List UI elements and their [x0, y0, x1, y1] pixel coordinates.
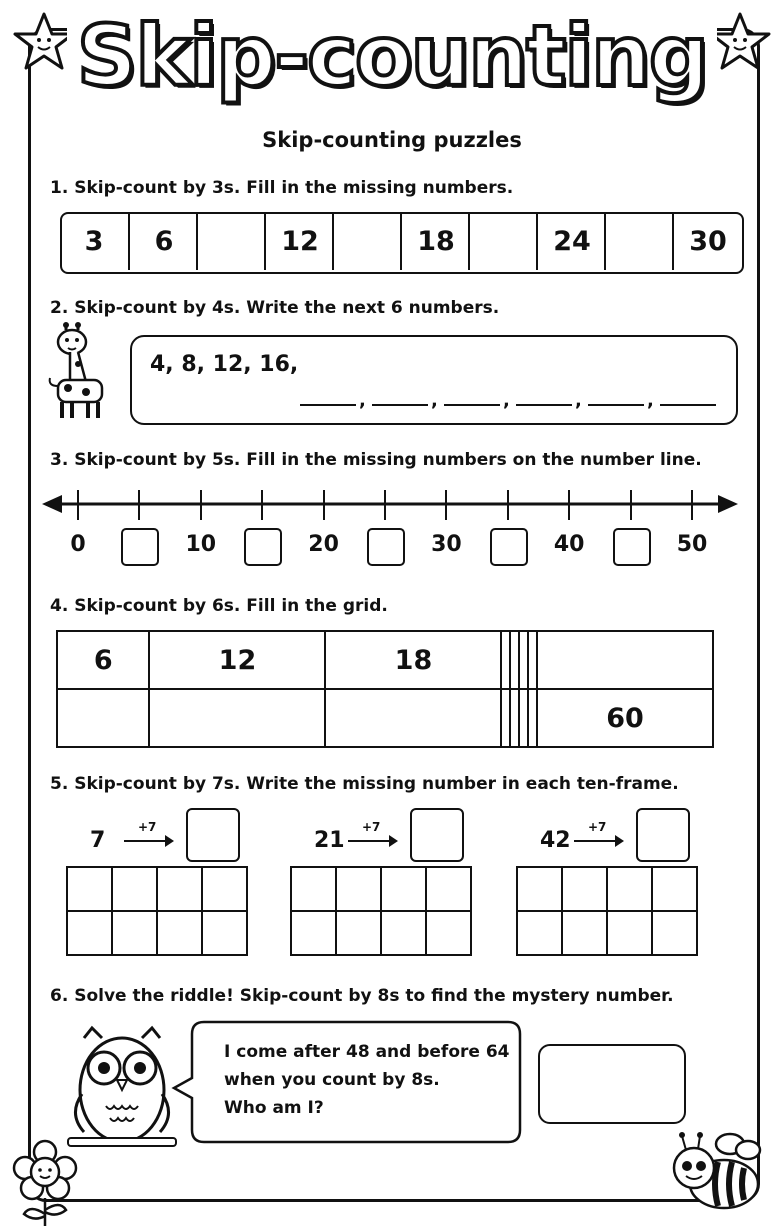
- riddle-line: I come after 48 and before 64: [224, 1042, 510, 1062]
- ten-frame-cell: [336, 911, 381, 955]
- bee-icon: [668, 1126, 768, 1216]
- ten-frame-cell: [336, 867, 381, 911]
- giraffe-icon: [44, 322, 110, 422]
- arrow-right-icon: [348, 840, 396, 842]
- ten-frame-cell: [157, 911, 202, 955]
- page-title: Skip-counting: [67, 14, 717, 98]
- number-line: [40, 490, 740, 520]
- q2-comma: ,: [431, 390, 438, 411]
- step-label: +7: [362, 820, 381, 834]
- ten-frame-cell: [517, 911, 562, 955]
- number-line-tick: [384, 490, 386, 520]
- number-line-tick: [507, 490, 509, 520]
- ten-frame-cell: [291, 867, 336, 911]
- ten-frame-cell: [562, 911, 607, 955]
- ten-frame-answer-box[interactable]: [636, 808, 690, 862]
- question-1-prompt: 1. Skip-count by 3s. Fill in the missing numbers.: [50, 178, 514, 198]
- q4-number-cell: 18: [325, 631, 501, 689]
- ten-frame-cell: [607, 911, 652, 955]
- number-line-answer-box[interactable]: [490, 528, 528, 566]
- q1-blank-cell[interactable]: [604, 212, 674, 270]
- q1-number-cell: 6: [128, 212, 198, 270]
- q4-blank-cell[interactable]: [510, 689, 519, 747]
- ten-frame: [516, 866, 698, 956]
- number-line-tick: [630, 490, 632, 520]
- q4-number-cell: 60: [537, 689, 713, 747]
- number-line-label: 20: [308, 532, 339, 557]
- ten-frame-start-number: 42: [540, 828, 571, 853]
- ten-frame-cell: [202, 867, 247, 911]
- number-line-answer-box[interactable]: [244, 528, 282, 566]
- q4-grid: [56, 630, 714, 748]
- question-3-prompt: 3. Skip-count by 5s. Fill in the missing numbers on the number line.: [50, 450, 702, 470]
- q2-answer-box: [130, 335, 738, 425]
- number-line-label: 10: [185, 532, 217, 557]
- ten-frame-cell: [426, 867, 471, 911]
- ten-frame-cell: [652, 867, 697, 911]
- number-line-tick: [138, 490, 140, 520]
- q4-number-cell: 12: [149, 631, 325, 689]
- q6-answer-box[interactable]: [538, 1044, 686, 1124]
- q4-grid-row: [57, 689, 713, 747]
- number-line-tick: [568, 490, 570, 520]
- q2-comma: ,: [359, 390, 366, 411]
- q2-comma: ,: [503, 390, 510, 411]
- flower-icon: [10, 1138, 80, 1228]
- q1-blank-cell[interactable]: [332, 212, 402, 270]
- step-label: +7: [588, 820, 607, 834]
- arrow-right-icon: [574, 840, 622, 842]
- q2-given-numbers: 4, 8, 12, 16,: [150, 352, 299, 377]
- number-line-label: 30: [431, 532, 462, 557]
- q1-number-cell: 3: [84, 225, 104, 257]
- ten-frame-cell: [381, 867, 426, 911]
- number-line-tick: [77, 490, 79, 520]
- ten-frame-cell: [562, 867, 607, 911]
- step-label: +7: [138, 820, 157, 834]
- q2-answer-blank[interactable]: [300, 404, 356, 406]
- ten-frame-cell: [607, 867, 652, 911]
- number-line-tick: [261, 490, 263, 520]
- q2-answer-blank[interactable]: [372, 404, 428, 406]
- q1-blank-cell[interactable]: [468, 212, 538, 270]
- number-line-answer-box[interactable]: [613, 528, 651, 566]
- question-2-prompt: 2. Skip-count by 4s. Write the next 6 numbers.: [50, 298, 500, 318]
- ten-frame-cell: [202, 911, 247, 955]
- page-subtitle: Skip-counting puzzles: [262, 128, 522, 152]
- number-line-tick: [445, 490, 447, 520]
- ten-frame-start-number: 21: [314, 828, 345, 853]
- riddle-line: Who am I?: [224, 1098, 324, 1118]
- ten-frame-cell: [291, 911, 336, 955]
- ten-frame-start-number: 7: [90, 828, 106, 853]
- q4-blank-cell[interactable]: [57, 689, 149, 747]
- ten-frame-answer-box[interactable]: [410, 808, 464, 862]
- q2-answer-blank[interactable]: [516, 404, 572, 406]
- q1-number-cell: 24: [536, 212, 606, 270]
- ten-frame-cell: [381, 911, 426, 955]
- question-4-prompt: 4. Skip-count by 6s. Fill in the grid.: [50, 596, 388, 616]
- number-line-tick: [691, 490, 693, 520]
- ten-frame-cell: [157, 867, 202, 911]
- number-line-tick: [323, 490, 325, 520]
- q4-blank-cell[interactable]: [519, 631, 528, 689]
- q4-blank-cell[interactable]: [501, 689, 510, 747]
- q4-grid-row: [57, 631, 713, 689]
- number-line-label: 0: [70, 532, 86, 557]
- ten-frame-answer-box[interactable]: [186, 808, 240, 862]
- q4-blank-cell[interactable]: [519, 689, 528, 747]
- q1-number-cell: 30: [672, 212, 742, 270]
- ten-frame-cell: [112, 911, 157, 955]
- ten-frame-cell: [426, 911, 471, 955]
- ten-frame-cell: [652, 911, 697, 955]
- ten-frame-cell: [517, 867, 562, 911]
- q2-comma: ,: [575, 390, 582, 411]
- question-5-prompt: 5. Skip-count by 7s. Write the missing number in each ten-frame.: [50, 774, 679, 794]
- ten-frame-cell: [67, 911, 112, 955]
- question-6-prompt: 6. Solve the riddle! Skip-count by 8s to find the mystery number.: [50, 986, 674, 1006]
- arrow-right-icon: [124, 840, 172, 842]
- q4-blank-cell[interactable]: [537, 631, 713, 689]
- riddle-line: when you count by 8s.: [224, 1070, 440, 1090]
- number-line-label: 50: [676, 532, 708, 557]
- title-banner: [0, 7, 784, 105]
- q2-answer-blank[interactable]: [588, 404, 644, 406]
- q1-number-cell: 18: [400, 212, 470, 270]
- q4-blank-cell[interactable]: [325, 689, 501, 747]
- q4-blank-cell[interactable]: [149, 689, 325, 747]
- q4-blank-cell[interactable]: [528, 689, 537, 747]
- ten-frame-cell: [112, 867, 157, 911]
- ten-frame: [290, 866, 472, 956]
- number-line-label: 40: [553, 532, 585, 557]
- q2-answer-blank[interactable]: [660, 404, 716, 406]
- q4-blank-cell[interactable]: [501, 631, 510, 689]
- q2-answer-blank[interactable]: [444, 404, 500, 406]
- q1-blank-cell[interactable]: [196, 212, 266, 270]
- q4-blank-cell[interactable]: [528, 631, 537, 689]
- number-line-tick: [200, 490, 202, 520]
- q1-number-cell: 12: [264, 212, 334, 270]
- ten-frame: [66, 866, 248, 956]
- number-line-answer-box[interactable]: [121, 528, 159, 566]
- q2-comma: ,: [647, 390, 654, 411]
- ten-frame-cell: [67, 867, 112, 911]
- q4-number-cell: 6: [57, 631, 149, 689]
- owl-icon: [62, 1024, 182, 1152]
- q4-blank-cell[interactable]: [510, 631, 519, 689]
- number-line-answer-box[interactable]: [367, 528, 405, 566]
